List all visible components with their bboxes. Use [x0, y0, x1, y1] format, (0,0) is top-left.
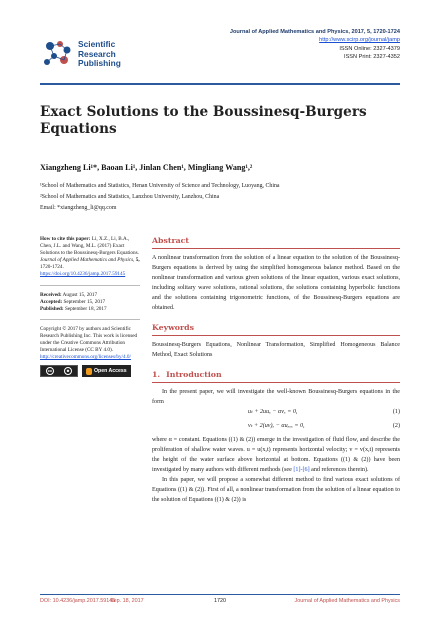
accepted-label: Accepted:: [40, 298, 63, 305]
affiliation-2: ²School of Mathematics and Statistics, Lanzhou University, Lanzhou, China: [40, 194, 220, 200]
cite-volume: 5,: [135, 257, 140, 264]
affiliations: [40, 181, 280, 214]
keywords-section: [152, 323, 400, 360]
article-sidebar: [40, 236, 140, 383]
article-title: Exact Solutions to the Boussinesq-Burgers Equations: [40, 104, 367, 137]
equation-1: [152, 407, 400, 421]
received-date: August 15, 2017: [62, 291, 98, 298]
footer-date: Sep. 18, 2017: [110, 598, 144, 604]
open-access-badge[interactable]: [82, 365, 131, 377]
footer-doi[interactable]: DOI: 10.4236/jamp.2017.59145: [40, 598, 116, 604]
introduction-section: [152, 370, 400, 505]
cc-icon: cc: [47, 368, 53, 374]
journal-url-link[interactable]: http://www.scirp.org/journal/jamp: [319, 37, 400, 44]
license-badges: [40, 365, 140, 377]
header-divider: [40, 83, 400, 85]
journal-info: [230, 28, 400, 62]
page-footer: [40, 598, 400, 608]
keywords-text: Boussinesq-Burgers Equations, Nonlinear Transformation, Simplified Homogeneous Balance Method, Exact Solutions: [152, 342, 400, 358]
footer-divider: [40, 594, 400, 595]
section-number: 1.: [152, 370, 161, 379]
open-lock-icon: [86, 368, 92, 375]
cite-doi-link[interactable]: https://doi.org/10.4236/jamp.2017.59145: [40, 271, 126, 278]
abstract-text: A nonlinear transformation from the solution of a linear equation to the solution of the Boussinesq-Burgers equations is derived by using the simplified homogeneous balance method. Based on the nonlinear transformation and various given solutions of the linear equation, various exact solutions, including solitary wave solutions, rational solutions, the solutions containing hyperbolic functions and the solutions containing trigonometric functions, of the Boussinesq-Burgers equations are obtained.: [152, 255, 400, 311]
article-authors: Xiangzheng Li¹*, Baoan Li¹, Jinlan Chen¹, Mingliang Wang¹,²: [40, 163, 253, 172]
issn-online: ISSN Online: 2327-4379: [339, 45, 400, 52]
by-icon: ☻: [65, 368, 71, 374]
logo-line-3: Publishing: [78, 58, 121, 68]
published-label: Published:: [40, 305, 64, 312]
dates-block: [40, 292, 140, 313]
corresponding-email: Email: *xiangzheng_li@qq.com: [40, 205, 117, 211]
publisher-name: [78, 40, 121, 69]
intro-paragraph-3: In this paper, we will propose a somewhat different method to find various exact solutions of Equations ((1) & (2)). First of all, a nonlinear transformation from the solution of a linear equation to the solution of Equations ((1) & (2)) is: [152, 477, 400, 503]
keywords-heading: Keywords: [152, 323, 400, 336]
cite-pages: 1720-1724.: [40, 264, 64, 271]
introduction-heading: [152, 370, 400, 383]
footer-journal: Journal of Applied Mathematics and Physics: [294, 598, 400, 604]
citation-block: [40, 236, 140, 279]
cc-by-badge[interactable]: [40, 365, 78, 377]
page-header: [40, 28, 400, 80]
logo-line-2: Research: [78, 48, 116, 59]
article-body: [152, 236, 400, 505]
logo-line-1: Scientific: [78, 39, 116, 49]
intro-paragraph-1: In the present paper, we will investigate the well-known Boussinesq-Burgers equations in the form: [152, 389, 400, 405]
abstract-section: [152, 236, 400, 313]
received-label: Received:: [40, 291, 62, 298]
equation-1-expr: uₜ + 2uuₓ − αvₓ = 0,: [248, 409, 298, 415]
cite-journal: Journal of Applied Mathematics and Physics,: [40, 257, 135, 264]
section-title: Introduction: [166, 370, 222, 379]
sidebar-divider-1: [40, 285, 140, 286]
copyright-block: [40, 326, 140, 377]
published-date: September 18, 2017: [64, 305, 107, 312]
sidebar-divider-2: [40, 319, 140, 320]
equation-1-tag: (1): [392, 409, 400, 415]
reference-link[interactable]: [1]-[6]: [293, 467, 310, 473]
intro-paragraph-2: [152, 435, 400, 475]
cite-text: Li, X.Z., Li, B.A., Chen, J.L. and Wang, M.L. (2017) Exact Solutions to the Boussinesq-Burgers Equations.: [40, 236, 139, 257]
abstract-heading: Abstract: [152, 236, 400, 249]
page-number: 1720: [214, 598, 226, 604]
equation-2: [152, 421, 400, 435]
equation-2-expr: vₜ + 2(uv)ₓ − αuₓₓₓ = 0,: [248, 423, 305, 429]
journal-citation-line: Journal of Applied Mathematics and Physics, 2017, 5, 1720-1724: [229, 29, 400, 35]
open-access-label: Open Access: [94, 367, 127, 374]
issn-print: ISSN Print: 2327-4352: [344, 54, 400, 61]
intro-paragraph-2-text: where α = constant. Equations ((1) & (2)) emerge in the investigation of fluid flow, and describe the proliferation of shallow water waves. u = u(x,t) represents horizontal velocity; v = v(x,t) represents the height of the water surface above horizontal at bottom. Equations ((1) & (2)) have been investigated by many authors with different methods (see: [152, 437, 400, 473]
equation-2-tag: (2): [392, 423, 400, 429]
copyright-text: Copyright © 2017 by authors and Scientific Research Publishing Inc. This work is licensed under the Creative Commons Attribution International License (CC BY 4.0).: [40, 325, 138, 354]
accepted-date: September 15, 2017: [63, 298, 106, 305]
scirp-logo-icon: [40, 36, 74, 70]
cite-label: How to cite this paper:: [40, 236, 91, 242]
affiliation-1: ¹School of Mathematics and Statistics, Henan University of Science and Technology, Luoyang, China: [40, 183, 280, 189]
license-link[interactable]: http://creativecommons.org/licenses/by/4.0/: [40, 354, 131, 361]
intro-paragraph-2-end: and references therein).: [311, 467, 369, 473]
publisher-logo: [40, 36, 150, 74]
